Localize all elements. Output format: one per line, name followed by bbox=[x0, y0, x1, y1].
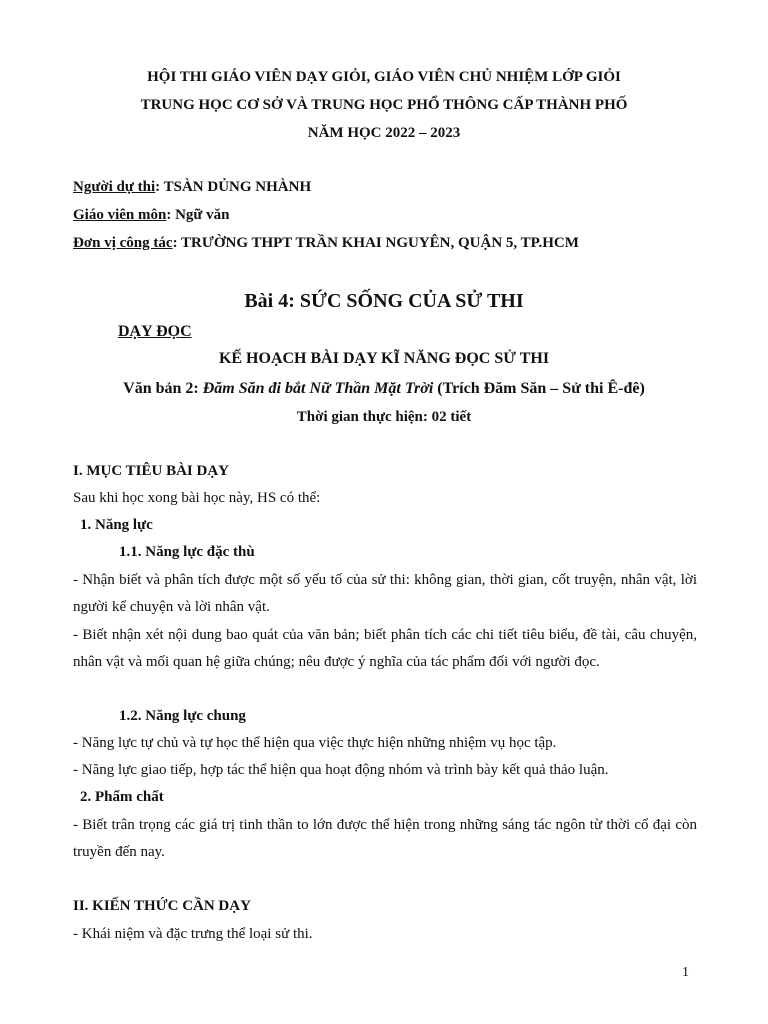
section1-intro: Sau khi học xong bài học này, HS có thể: bbox=[73, 490, 321, 506]
section1-heading: I. MỤC TIÊU BÀI DẠY bbox=[73, 463, 229, 479]
contestant-label: Người dự thi bbox=[73, 179, 156, 195]
subheading-nang-luc-dac-thu: 1.1. Năng lực đặc thù bbox=[119, 544, 255, 560]
subheading-pham-chat: 2. Phẩm chất bbox=[80, 789, 164, 805]
lesson-title: Bài 4: SỨC SỐNG CỦA SỬ THI bbox=[244, 290, 524, 312]
text-prefix: Văn bản 2: bbox=[123, 380, 203, 397]
section2-heading: II. KIẾN THỨC CẦN DẠY bbox=[73, 898, 251, 914]
paragraph-5: - Biết trân trọng các giá trị tinh thần to lớn được thể hiện trong những sáng tác ngôn từ thời cổ đại còn truyền đến nay. bbox=[73, 817, 697, 860]
paragraph-4: - Năng lực giao tiếp, hợp tác thể hiện qua hoạt động nhóm và trình bày kết quả thảo luận. bbox=[73, 762, 609, 778]
contestant-value: : TSÀN DỦNG NHÀNH bbox=[155, 179, 312, 195]
header-line-1: HỘI THI GIÁO VIÊN DẠY GIỎI, GIÁO VIÊN CHỦ NHIỆM LỚP GIỎI bbox=[147, 69, 621, 85]
text-title: Đăm Săn đi bắt Nữ Thần Mặt Trời bbox=[202, 380, 434, 397]
unit-label: Đơn vị công tác bbox=[73, 235, 173, 251]
subheading-nang-luc: 1. Năng lực bbox=[80, 517, 153, 533]
subject-value: : Ngữ văn bbox=[166, 207, 230, 223]
paragraph-2: - Biết nhận xét nội dung bao quát của văn bản; biết phân tích các chi tiết tiêu biểu, đề tài, câu chuyện, nhân vật và mối quan hệ giữa chúng; nêu được ý nghĩa của tác phẩm đối với người đọc. bbox=[73, 627, 697, 670]
page-number: 1 bbox=[682, 965, 689, 980]
header-line-3: NĂM HỌC 2022 – 2023 bbox=[307, 125, 461, 141]
section2-paragraph-1: - Khái niệm và đặc trưng thể loại sử thi. bbox=[73, 926, 313, 942]
duration: Thời gian thực hiện: 02 tiết bbox=[296, 409, 472, 425]
subject-line bbox=[73, 206, 230, 226]
paragraph-3: - Năng lực tự chủ và tự học thể hiện qua việc thực hiện những nhiệm vụ học tập. bbox=[73, 735, 557, 751]
subject-label: Giáo viên môn bbox=[73, 207, 167, 223]
subheading-nang-luc-chung: 1.2. Năng lực chung bbox=[119, 708, 246, 724]
paragraph-1: - Nhận biết và phân tích được một số yếu tố của sử thi: không gian, thời gian, cốt truyện, nhân vật, lời người kể chuyện và lời nhân vật. bbox=[73, 572, 697, 615]
unit-line bbox=[73, 234, 579, 254]
text-suffix: (Trích Đăm Săn – Sử thi Ê-đê) bbox=[433, 380, 645, 397]
plan-title: KẾ HOẠCH BÀI DẠY KĨ NĂNG ĐỌC SỬ THI bbox=[218, 350, 550, 367]
text-title-line bbox=[0, 379, 768, 400]
contestant-line bbox=[73, 178, 311, 198]
unit-value: : TRƯỜNG THPT TRẦN KHAI NGUYÊN, QUẬN 5, TP.HCM bbox=[172, 235, 579, 251]
section-tag: DẠY ĐỌC bbox=[118, 323, 192, 340]
header-line-2: TRUNG HỌC CƠ SỞ VÀ TRUNG HỌC PHỔ THÔNG CẤP THÀNH PHỐ bbox=[140, 97, 628, 113]
